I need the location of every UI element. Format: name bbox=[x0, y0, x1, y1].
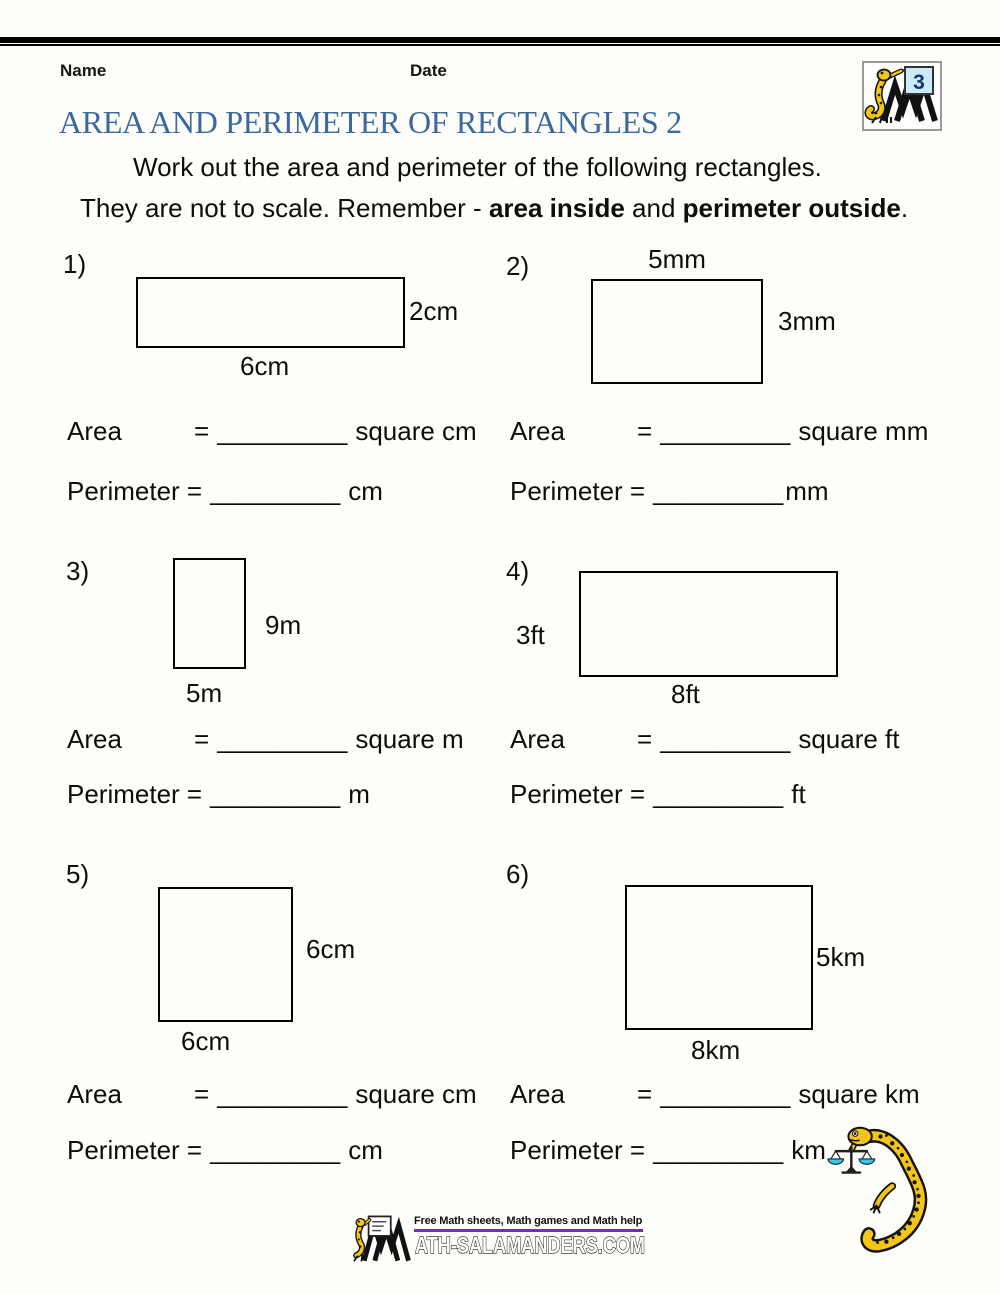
equals-sign: = bbox=[637, 724, 653, 754]
area-blank: _________ bbox=[660, 724, 791, 754]
perimeter-label: Perimeter = bbox=[67, 779, 203, 809]
problem-number: 2) bbox=[506, 251, 530, 281]
rectangle-shape bbox=[173, 558, 246, 669]
problem-number: 1) bbox=[63, 249, 87, 279]
area-row bbox=[510, 724, 900, 755]
page-title: AREA AND PERIMETER OF RECTANGLES 2 bbox=[59, 104, 682, 140]
math-salamanders-badge bbox=[862, 61, 942, 131]
area-blank: _________ bbox=[660, 416, 791, 446]
perimeter-unit: km bbox=[791, 1135, 826, 1165]
area-label: Area bbox=[67, 1079, 122, 1109]
area-label: Area bbox=[67, 724, 122, 754]
footer-salamander-logo-icon bbox=[350, 1211, 412, 1267]
area-blank: _________ bbox=[660, 1079, 791, 1109]
area-label: Area bbox=[510, 416, 565, 446]
header-divider bbox=[0, 37, 1000, 47]
equals-sign: = bbox=[194, 1079, 210, 1109]
area-label: Area bbox=[510, 1079, 565, 1109]
perimeter-label: Perimeter = bbox=[67, 476, 203, 506]
rectangle-shape bbox=[136, 277, 405, 348]
footer-wordmark bbox=[414, 1233, 648, 1258]
equals-sign: = bbox=[194, 416, 210, 446]
perimeter-blank: _________ bbox=[210, 476, 341, 506]
height-label: 9m bbox=[265, 610, 302, 640]
perimeter-unit: cm bbox=[348, 1135, 383, 1165]
area-blank: _________ bbox=[217, 416, 348, 446]
perimeter-blank: _________ bbox=[210, 1135, 341, 1165]
instruction-line-1: Work out the area and perimeter of the following rectangles. bbox=[133, 152, 822, 182]
area-unit: square ft bbox=[798, 724, 900, 754]
perimeter-row bbox=[67, 779, 370, 810]
footer-logo bbox=[350, 1211, 648, 1267]
area-unit: square m bbox=[355, 724, 464, 754]
perimeter-row bbox=[67, 476, 383, 507]
date-label: Date bbox=[410, 61, 447, 80]
perimeter-blank: _________ bbox=[210, 779, 341, 809]
rectangle-shape bbox=[579, 571, 838, 677]
width-label: 5m bbox=[186, 678, 223, 708]
area-row bbox=[510, 416, 928, 447]
width-label: 5mm bbox=[648, 244, 706, 274]
area-unit: square cm bbox=[355, 1079, 477, 1109]
perimeter-unit: cm bbox=[348, 476, 383, 506]
perimeter-label: Perimeter = bbox=[510, 779, 646, 809]
footer-tagline: Free Math sheets, Math games and Math help bbox=[414, 1215, 643, 1227]
scales-icon bbox=[828, 1147, 875, 1172]
area-blank: _________ bbox=[217, 724, 348, 754]
problem-number: 3) bbox=[66, 556, 90, 586]
problem-number: 5) bbox=[66, 859, 90, 889]
badge-graphic bbox=[864, 63, 940, 129]
instruction-period: . bbox=[900, 193, 909, 223]
perimeter-label: Perimeter = bbox=[67, 1135, 203, 1165]
height-label: 3ft bbox=[516, 620, 545, 650]
perimeter-row bbox=[510, 779, 806, 810]
area-row bbox=[67, 416, 477, 447]
badge-number: 3 bbox=[913, 71, 925, 94]
salamander-mascot-icon bbox=[826, 1120, 938, 1265]
height-label: 3mm bbox=[778, 306, 836, 336]
rectangle-shape bbox=[158, 887, 293, 1022]
perimeter-label: Perimeter = bbox=[510, 476, 646, 506]
perimeter-row bbox=[67, 1135, 383, 1166]
width-label: 6cm bbox=[240, 351, 290, 381]
area-unit: square mm bbox=[798, 416, 929, 446]
width-label: 8km bbox=[691, 1035, 741, 1065]
area-label: Area bbox=[67, 416, 122, 446]
area-unit: square cm bbox=[355, 416, 477, 446]
area-unit: square km bbox=[798, 1079, 920, 1109]
instruction-joiner: and bbox=[624, 193, 683, 223]
area-label: Area bbox=[510, 724, 565, 754]
rectangle-shape bbox=[625, 885, 813, 1030]
perimeter-blank: _________ bbox=[653, 1135, 784, 1165]
equals-sign: = bbox=[637, 416, 653, 446]
perimeter-blank: _________ bbox=[653, 476, 784, 506]
equals-sign: = bbox=[637, 1079, 653, 1109]
problem-number: 4) bbox=[506, 556, 530, 586]
equals-sign: = bbox=[194, 724, 210, 754]
perimeter-label: Perimeter = bbox=[510, 1135, 646, 1165]
problem-number: 6) bbox=[506, 859, 530, 889]
perimeter-unit: ft bbox=[791, 779, 806, 809]
perimeter-row bbox=[510, 1135, 826, 1166]
instruction-line-2 bbox=[80, 193, 908, 224]
instruction-bold-perimeter-outside: perimeter outside bbox=[682, 193, 901, 223]
area-row bbox=[67, 724, 464, 755]
footer-wordmark-text: ATH-SALAMANDERS.COM bbox=[415, 1232, 645, 1258]
height-label: 6cm bbox=[306, 934, 356, 964]
width-label: 6cm bbox=[181, 1026, 231, 1056]
area-row bbox=[67, 1079, 477, 1110]
perimeter-unit: mm bbox=[785, 476, 829, 506]
perimeter-row bbox=[510, 476, 829, 507]
area-row bbox=[510, 1079, 920, 1110]
perimeter-unit: m bbox=[348, 779, 370, 809]
height-label: 2cm bbox=[409, 296, 459, 326]
instruction-text: They are not to scale. Remember - bbox=[80, 193, 489, 223]
area-blank: _________ bbox=[217, 1079, 348, 1109]
perimeter-blank: _________ bbox=[653, 779, 784, 809]
rectangle-shape bbox=[591, 279, 763, 384]
width-label: 8ft bbox=[671, 679, 700, 709]
name-label: Name bbox=[60, 61, 107, 80]
instruction-bold-area-inside: area inside bbox=[488, 193, 625, 223]
height-label: 5km bbox=[816, 942, 866, 972]
